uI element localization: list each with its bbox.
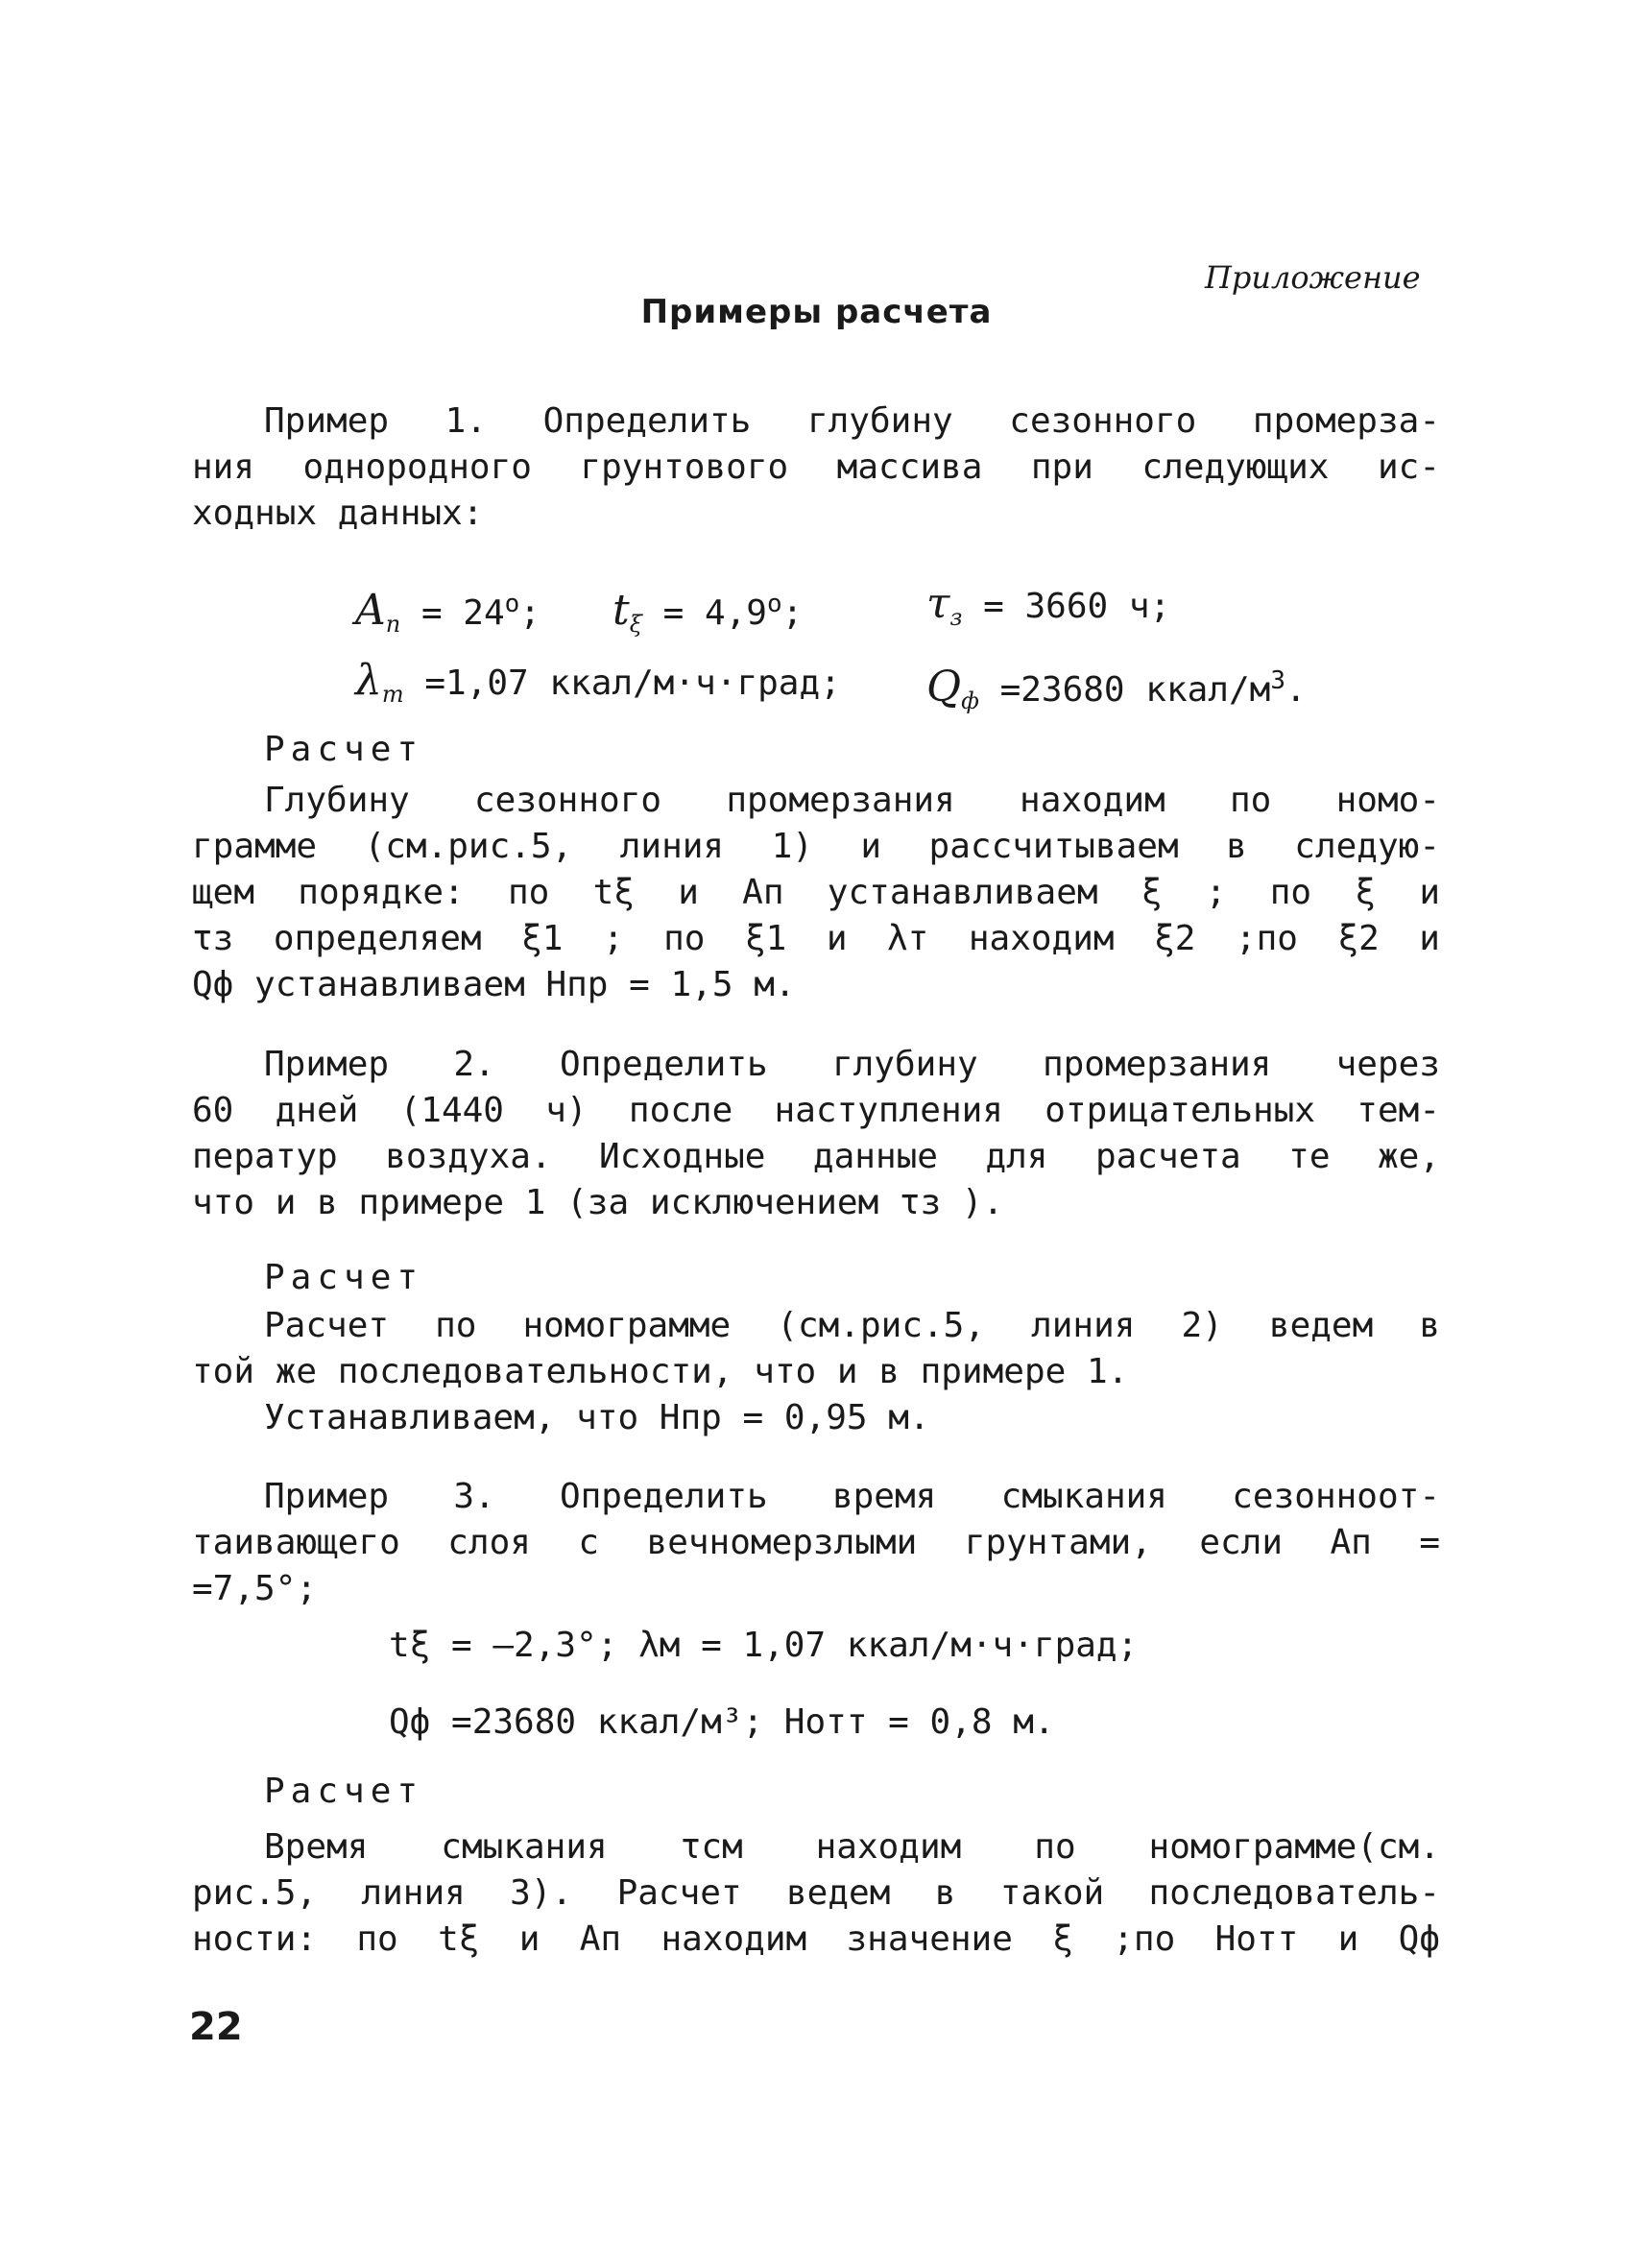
example1-calc-line2: грамме (см.рис.5, линия 1) и рассчитываем в следую- [192,827,1440,866]
period-q: . [1285,670,1307,710]
example1-line1: Пример 1. Определить глубину сезонного промерза- [264,401,1440,441]
symbol-tau: τ [926,579,950,628]
example1-calc-line1: Глубину сезонного промерзания находим по номо- [264,781,1440,820]
formula-tau [926,581,1170,640]
example3-line1: Пример 3. Определить время смыкания сезонноот- [264,1477,1440,1516]
example1-calc-heading: Расчет [264,730,424,769]
symbol-lambda-sub: т [381,681,404,709]
symbol-a-sub: п [385,611,401,639]
value-a: = 24 [420,593,505,633]
degree-a: о [504,590,520,618]
example2-calc-heading: Расчет [264,1258,424,1297]
example1-calc-line4: τз определяем ξ1 ; по ξ1 и λт находим ξ2 ;по ξ2 и [192,919,1440,958]
page-title: Примеры расчета [640,293,993,331]
example2-calc-line2: той же последовательности, что и в примере 1. [192,1352,1129,1391]
example1-calc-line3: щем порядке: по tξ и Aп устанавливаем ξ ; по ξ и [192,873,1440,912]
value-t: = 4,9 [662,593,767,633]
example2-calc-line3: Устанавливаем, что Нпр = 0,95 м. [264,1398,930,1437]
symbol-q-sub: ф [961,688,979,715]
semi-t: ; [781,593,804,633]
example1-calc-line5: Qф устанавливаем Нпр = 1,5 м. [192,965,796,1004]
example2-line2: 60 дней (1440 ч) после наступления отрицательных тем- [192,1091,1440,1130]
semi-a: ; [519,593,540,633]
example2-calc-line1: Расчет по номограмме (см.рис.5, линия 2) ведем в [264,1306,1440,1345]
example3-calc-line1: Время смыкания τсм находим по номограмме(см. [264,1827,1440,1867]
page-number: 22 [189,2005,243,2049]
example3-calc-heading: Расчет [264,1772,424,1811]
example3-calc-line3: ности: по tξ и Aп находим значение ξ ;по Нотт и Qф [192,1919,1440,1959]
formula-lambda [355,658,841,717]
symbol-t-sub: ξ [629,611,642,639]
symbol-t: t [612,586,630,635]
symbol-tau-sub: з [949,604,963,632]
formula-a-n [355,581,540,647]
symbol-lambda: λ [355,656,382,705]
example1-line3: ходных данных: [192,494,484,533]
appendix-label: Приложение [1205,259,1421,296]
example2-line4: что и в примере 1 (за исключением τз ). [192,1183,1004,1222]
symbol-q: Q [926,663,962,712]
example3-formula-row1: tξ = –2,3°; λм = 1,07 ккал/м·ч·град; [389,1626,1139,1665]
example3-formula-row2: Qф =23680 ккал/м³; Нотт = 0,8 м. [389,1702,1055,1742]
example2-line1: Пример 2. Определить глубину промерзания через [264,1045,1440,1084]
value-q: =23680 ккал/м [999,670,1271,710]
value-lambda: =1,07 ккал/м·ч·град; [424,664,841,703]
formula-q [926,658,1307,724]
example2-line3: ператур воздуха. Исходные данные для расчета те же, [192,1137,1440,1176]
value-tau: = 3660 ч; [983,587,1171,626]
degree-t: о [766,590,782,618]
symbol-a: A [355,586,386,635]
example3-line2: таивающего слоя с вечномерзлыми грунтами, если Aп = [192,1523,1440,1562]
example1-line2: ния однородного грунтового массива при следующих ис- [192,447,1440,487]
formula-t-xi [612,581,803,647]
example3-line3: =7,5°; [192,1569,318,1608]
example3-calc-line2: рис.5, линия 3). Расчет ведем в такой последователь- [192,1873,1440,1913]
exponent-q: 3 [1270,666,1285,695]
